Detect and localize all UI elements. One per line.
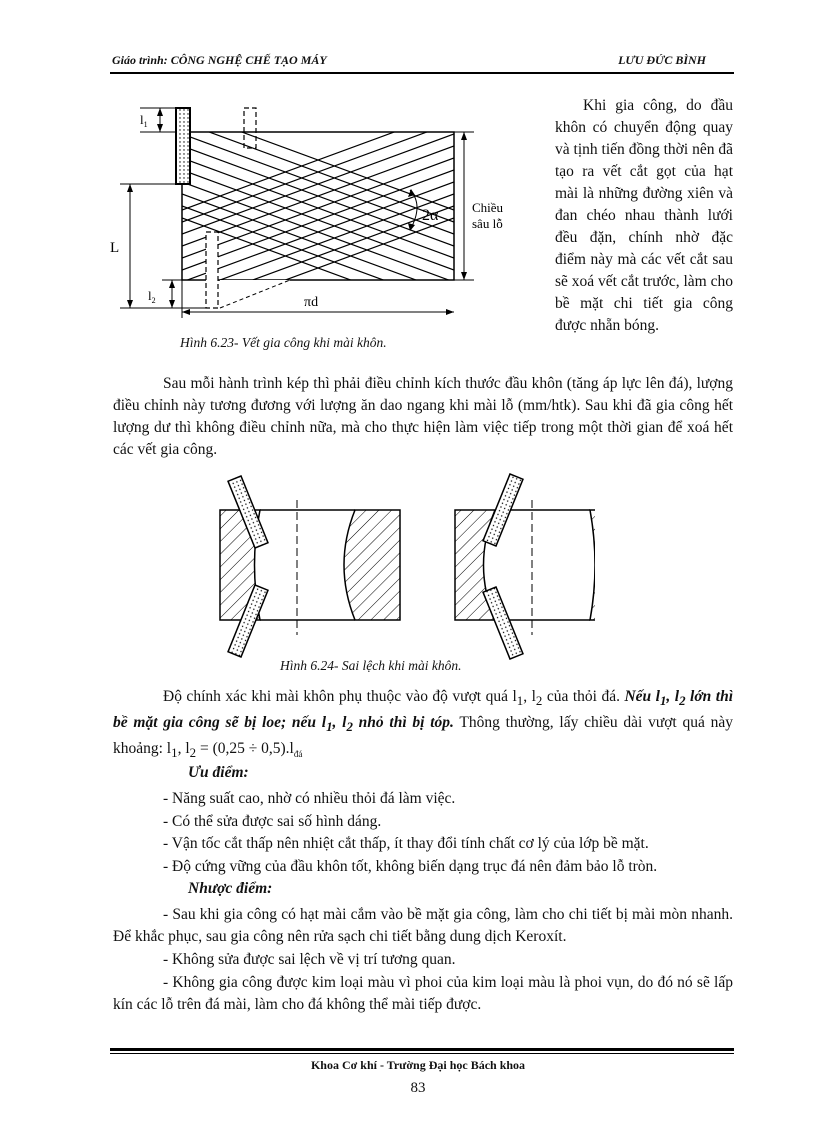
disadvantages-title: Nhược điểm: — [188, 880, 273, 897]
label-pid: πd — [304, 295, 319, 310]
advantages-title: Ưu điểm: — [188, 764, 249, 781]
disadvantage-item-2: - Không sửa được sai lệch về vị trí tương quan. — [163, 951, 456, 968]
label-l1: $l_1$ — [140, 112, 148, 129]
footer-rule-thin — [110, 1053, 734, 1054]
label-angle: 2α — [422, 207, 439, 224]
side-paragraph: Khi gia công, do đầu khôn có chuyển động quay và tịnh tiến đồng thời nên đã tạo ra vết cắt gọt của hạt mài là những đường xiên và đan chéo nhau thành lưới đều đặn, chính nhờ đặc điểm này mà các vết cắt sau sẽ xoá vết cắt trước, làm cho bề mặt chi tiết gia công được nhẵn bóng. — [555, 97, 733, 334]
label-l2: $l_2$ — [148, 288, 156, 305]
list-item: - Vận tốc cắt thấp nên nhiệt cắt thấp, ít thay đổi tính chất cơ lý của lớp bề mặt. — [163, 835, 649, 852]
footer-rule-thick — [110, 1048, 734, 1051]
label-L: L — [110, 240, 120, 256]
workpiece-outline — [182, 132, 454, 280]
footer-institution: Khoa Cơ khí - Trường Đại học Bách khoa — [310, 1058, 526, 1072]
list-item: - Độ cứng vững của đầu khôn tốt, không biến dạng trục đá nên đảm bảo lỗ tròn. — [163, 857, 658, 875]
header-course: Giáo trình: CÔNG NGHỆ CHẾ TẠO MÁY — [112, 53, 327, 67]
honing-stone-dashed-bottom — [206, 232, 218, 308]
error-barrel — [455, 474, 595, 659]
list-item: - Năng suất cao, nhờ có nhiều thỏi đá làm việc. — [163, 790, 456, 807]
disadvantage-item-1: - Sau khi gia công có hạt mài cắm vào bề mặt gia công, làm cho chi tiết bị mài mòn nhanh. Để khắc phục, sau gia công nên rửa sạch chi tiết bằng dung dịch Keroxít. — [113, 906, 733, 945]
error-flared — [220, 476, 400, 657]
paragraph-adjustment: Sau mỗi hành trình kép thì phải điều chỉnh kích thước đầu khôn (tăng áp lực lên đá), lượng điều chỉnh này tương đương với lượng ăn dao ngang khi mài lỗ (mm/htk). Sau khi đã gia công hết lượng dư thì không điều chỉnh nữa, mà cho thực hiện làm việc tiếp trong một thời gian để xoá hết các vết gia công. — [113, 375, 733, 458]
label-depth-1: Chiều — [472, 200, 504, 215]
honing-stone-top — [176, 108, 190, 184]
page-number: 83 — [410, 1080, 426, 1096]
honing-stone-dashed-top — [244, 108, 256, 148]
figure-honing-marks — [110, 100, 550, 360]
paragraph-accuracy: Độ chính xác khi mài khôn phụ thuộc vào độ vượt quá $l_1$, $l_2$ của thỏi đá. Nếu $l_1$, $l_2$ lớn thì bề mặt gia công sẽ bị loe; nếu $l_1$, $l_2$ nhỏ thì bị tóp. Thông thường, lấy chiều dài vượt quá này khoảng: $l_1$, $l_2 = (0,25 \div 0,5).l_{đá}$ — [113, 688, 734, 761]
list-item: - Có thể sửa được sai số hình dáng. — [163, 812, 382, 830]
advantages-list — [163, 788, 657, 878]
figure-honing-errors — [215, 470, 595, 670]
header-rule — [110, 72, 734, 74]
figure-caption-6-24: Hình 6.24- Sai lệch khi mài khôn. — [280, 658, 462, 673]
header-author: LƯU ĐỨC BÌNH — [618, 53, 706, 67]
label-depth-2: sâu lỗ — [472, 216, 503, 231]
disadvantage-item-3: - Không gia công được kim loại màu vì phoi của kim loại màu là phoi vụn, do đó nó sẽ lấp kín các lỗ trên đá mài, làm cho đá không thể mài tiếp được. — [113, 974, 733, 1013]
figure-caption-6-23: Hình 6.23- Vết gia công khi mài khôn. — [180, 335, 387, 350]
